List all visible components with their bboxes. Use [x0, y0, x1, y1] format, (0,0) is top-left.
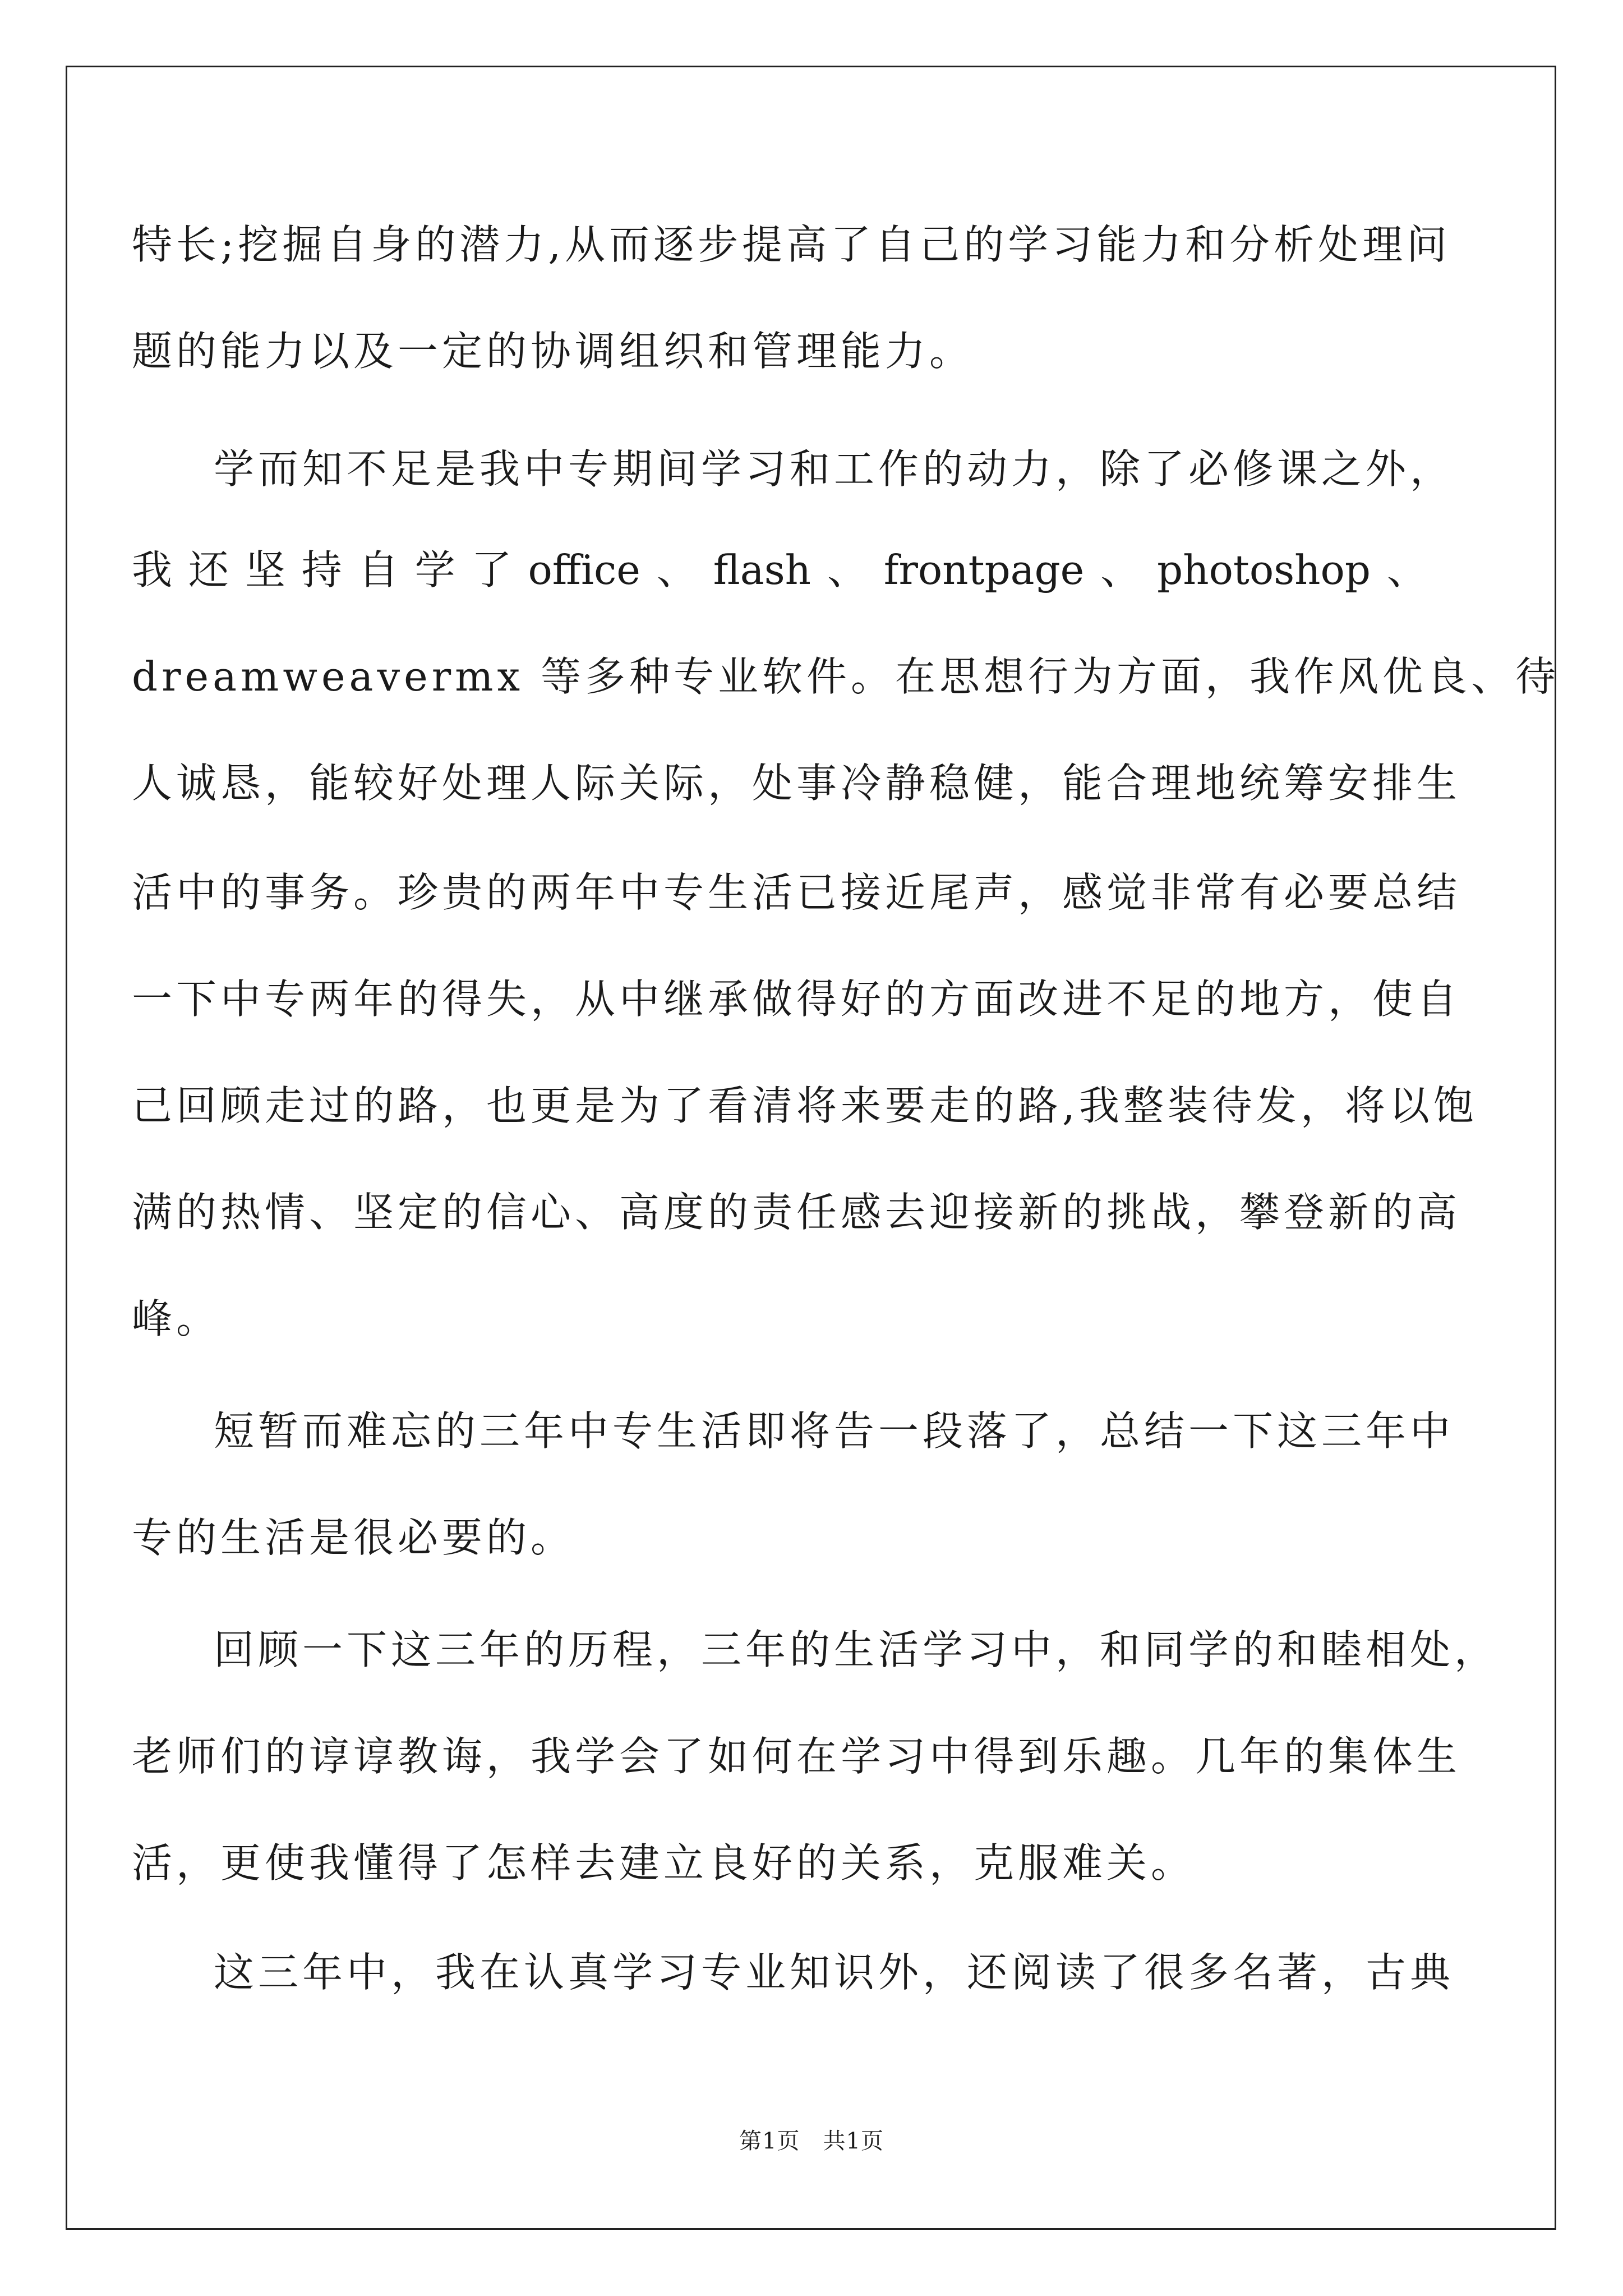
text-line: 己回顾走过的路，也更是为了看清将来要走的路,我整装待发，将以饱: [132, 1082, 1478, 1129]
page-border: [66, 66, 1556, 2230]
text-line: 专的生活是很必要的。: [132, 1514, 575, 1561]
paragraph-first-line: 短暂而难忘的三年中专生活即将告一段落了，总结一下这三年中: [214, 1407, 1455, 1455]
text-line: dreamweavermx 等多种专业软件。在思想行为方面，我作风优良、待: [132, 653, 1560, 700]
paragraph-first-line: 这三年中，我在认真学习专业知识外，还阅读了很多名著，古典: [214, 1949, 1455, 1996]
text-line: 峰。: [132, 1295, 221, 1342]
text-line: 人诚恳，能较好处理人际关际，处事冷静稳健，能合理地统筹安排生: [132, 760, 1461, 807]
text-line: 满的热情、坚定的信心、高度的责任感去迎接新的挑战，攀登新的高: [132, 1189, 1461, 1236]
text-line: 一下中专两年的得失，从中继承做得好的方面改进不足的地方，使自: [132, 976, 1461, 1023]
text-line: 题的能力以及一定的协调组织和管理能力。: [132, 328, 974, 375]
paragraph-first-line: 回顾一下这三年的历程，三年的生活学习中，和同学的和睦相处，: [214, 1626, 1499, 1673]
text-line: 特长;挖掘自身的潜力,从而逐步提高了自己的学习能力和分析处理问: [132, 221, 1451, 268]
text-line-justified: 我 还 坚 持 自 学 了 office 、 flash 、 frontpage 、 photoshop 、: [132, 546, 1427, 593]
text-line: 活，更使我懂得了怎样去建立良好的关系，克服难关。: [132, 1839, 1196, 1887]
text-line: 活中的事务。珍贵的两年中专生活已接近尾声，感觉非常有必要总结: [132, 869, 1461, 916]
paragraph-first-line: 学而知不足是我中专期间学习和工作的动力，除了必修课之外，: [214, 445, 1455, 493]
text-line: 老师们的谆谆教诲，我学会了如何在学习中得到乐趣。几年的集体生: [132, 1733, 1461, 1780]
page-footer: 第1页 共1页: [739, 2128, 884, 2154]
